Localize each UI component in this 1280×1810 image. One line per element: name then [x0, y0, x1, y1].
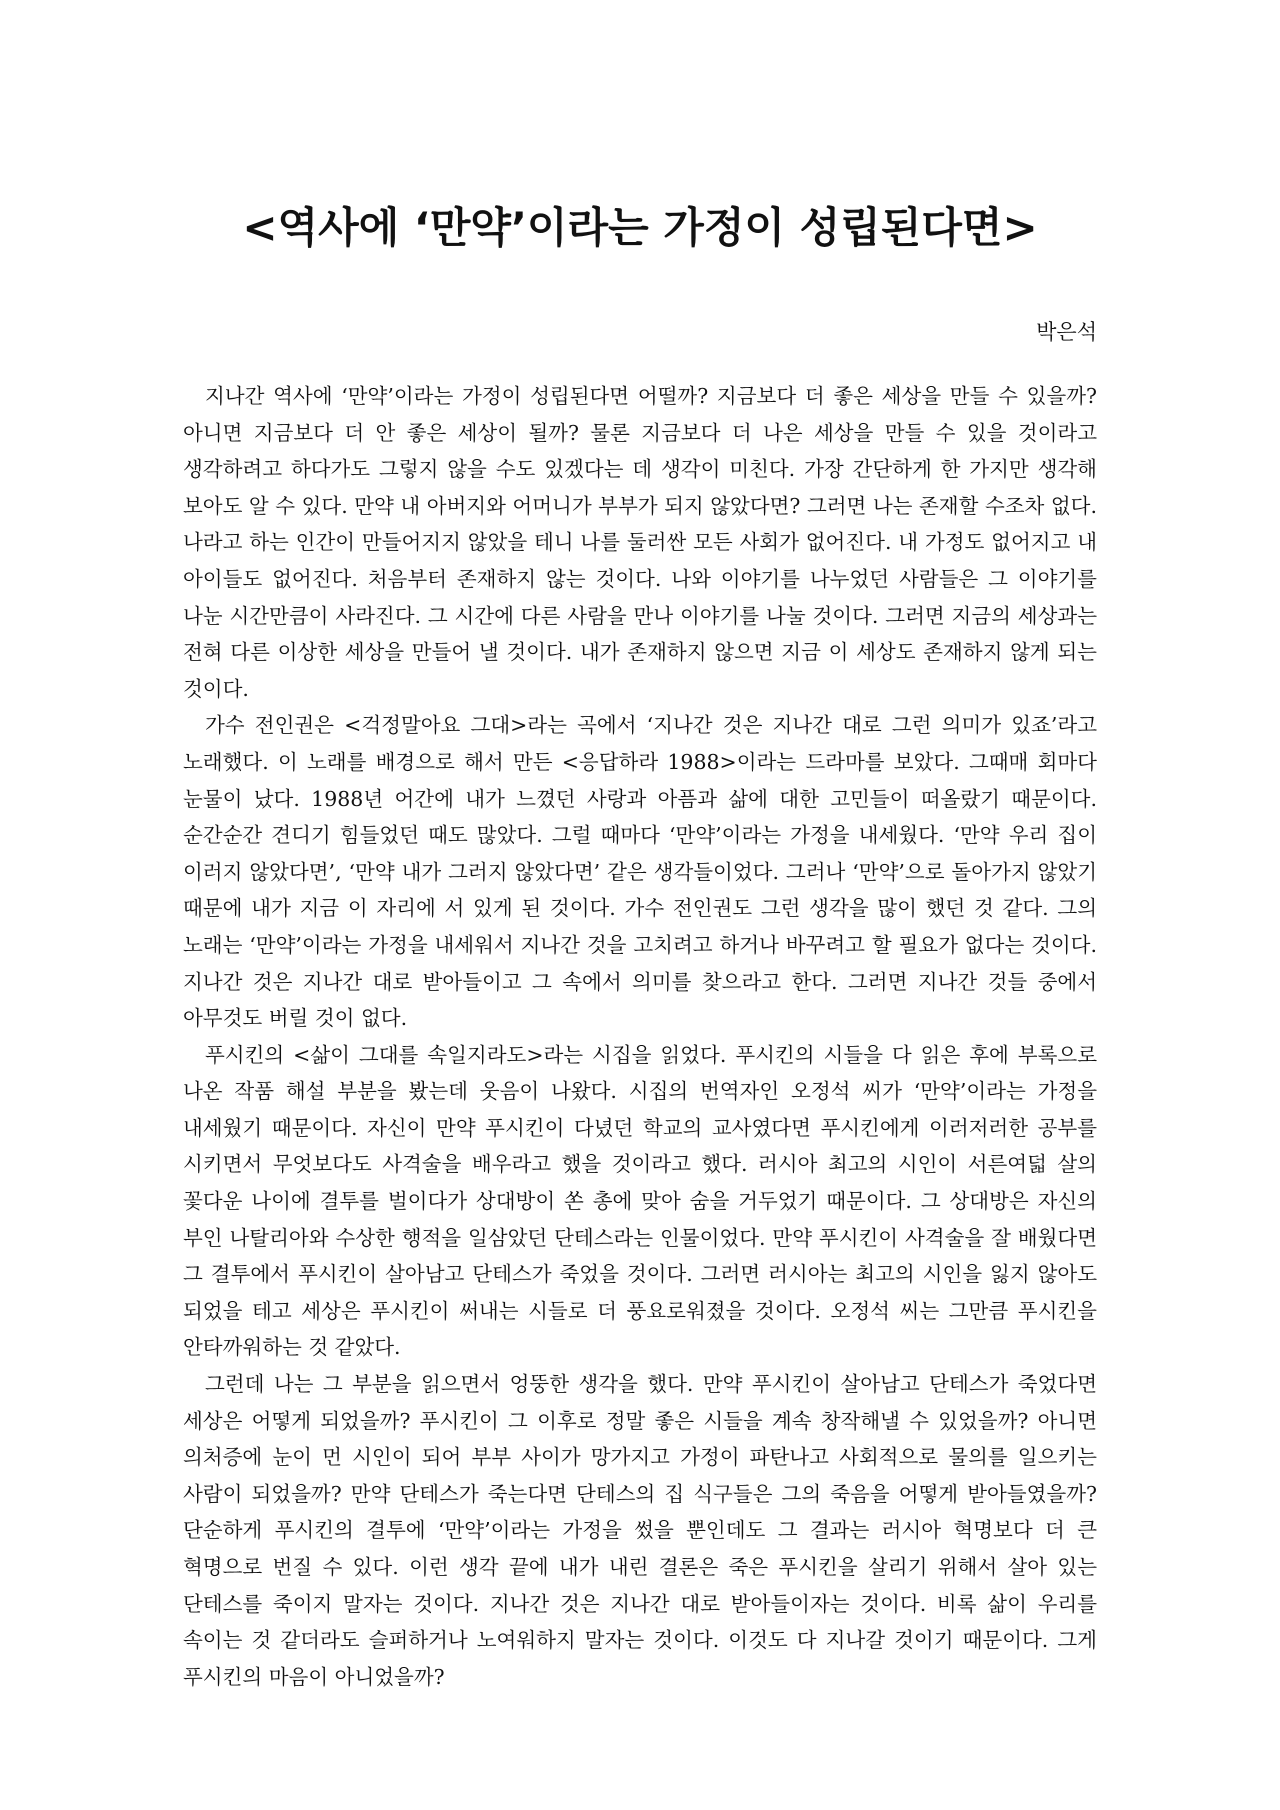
body-text — [183, 378, 1097, 1695]
paragraph: 푸시킨의 <삶이 그대를 속일지라도>라는 시집을 읽었다. 푸시킨의 시들을 다 읽은 후에 부록으로 나온 작품 해설 부분을 봤는데 웃음이 나왔다. 시집의 번역자인 오정석 씨가 ‘만약’이라는 가정을 내세웠기 때문이다. 자신이 만약 푸시킨이 다녔던 학교의 교사였다면 푸시킨에게 이러저러한 공부를 시키면서 무엇보다도 사격술을 배우라고 했을 것이라고 했다. 러시아 최고의 시인이 서른여덟 살의 꽃다운 나이에 결투를 벌이다가 상대방이 쏜 총에 맞아 숨을 거두었기 때문이다. 그 상대방은 자신의 부인 나탈리아와 수상한 행적을 일삼았던 단테스라는 인물이었다. 만약 푸시킨이 사격술을 잘 배웠다면 그 결투에서 푸시킨이 살아남고 단테스가 죽었을 것이다. 그러면 러시아는 최고의 시인을 잃지 않아도 되었을 테고 세상은 푸시킨이 써내는 시들로 더 풍요로워졌을 것이다. 오정석 씨는 그만큼 푸시킨을 안타까워하는 것 같았다. — [183, 1042, 1097, 1360]
paragraph: 그런데 나는 그 부분을 읽으면서 엉뚱한 생각을 했다. 만약 푸시킨이 살아남고 단테스가 죽었다면 세상은 어떻게 되었을까? 푸시킨이 그 이후로 정말 좋은 시들을 계속 창작해낼 수 있었을까? 아니면 의처증에 눈이 먼 시인이 되어 부부 사이가 망가지고 가정이 파탄나고 사회적으로 물의를 일으키는 사람이 되었을까? 만약 단테스가 죽는다면 단테스의 집 식구들은 그의 죽음을 어떻게 받아들였을까? 단순하게 푸시킨의 결투에 ‘만약’이라는 가정을 썼을 뿐인데도 그 결과는 러시아 혁명보다 더 큰 혁명으로 번질 수 있다. 이런 생각 끝에 내가 내린 결론은 죽은 푸시킨을 살리기 위해서 살아 있는 단테스를 죽이지 말자는 것이다. 지나간 것은 지나간 대로 받아들이자는 것이다. 비록 삶이 우리를 속이는 것 같더라도 슬퍼하거나 노여워하지 말자는 것이다. 이것도 다 지나갈 것이기 때문이다. 그게 푸시킨의 마음이 아니었을까? — [183, 1372, 1097, 1689]
document-title: <역사에 ‘만약’이라는 가정이 성립된다면> — [242, 203, 1038, 252]
paragraph: 가수 전인권은 <걱정말아요 그대>라는 곡에서 ‘지나간 것은 지나간 대로 그런 의미가 있죠’라고 노래했다. 이 노래를 배경으로 해서 만든 <응답하라 1988>이라는 드라마를 보았다. 그때매 회마다 눈물이 났다. 1988년 어간에 내가 느꼈던 사랑과 아픔과 삶에 대한 고민들이 떠올랐기 때문이다. 순간순간 견디기 힘들었던 때도 많았다. 그럴 때마다 ‘만약’이라는 가정을 내세웠다. ‘만약 우리 집이 이러지 않았다면’, ‘만약 내가 그러지 않았다면’ 같은 생각들이었다. 그러나 ‘만약’으로 돌아가지 않았기 때문에 내가 지금 이 자리에 서 있게 된 것이다. 가수 전인권도 그런 생각을 많이 했던 것 같다. 그의 노래는 ‘만약’이라는 가정을 내세워서 지나간 것을 고치려고 하거나 바꾸려고 할 필요가 없다는 것이다. 지나간 것은 지나간 대로 받아들이고 그 속에서 의미를 찾으라고 한다. 그러면 지나간 것들 중에서 아무것도 버릴 것이 없다. — [183, 713, 1097, 1031]
paragraph: 지나간 역사에 ‘만약’이라는 가정이 성립된다면 어떨까? 지금보다 더 좋은 세상을 만들 수 있을까? 아니면 지금보다 더 안 좋은 세상이 될까? 물론 지금보다 더 나은 세상을 만들 수 있을 것이라고 생각하려고 하다가도 그렇지 않을 수도 있겠다는 데 생각이 미친다. 가장 간단하게 한 가지만 생각해 보아도 알 수 있다. 만약 내 아버지와 어머니가 부부가 되지 않았다면? 그러면 나는 존재할 수조차 없다. 나라고 하는 인간이 만들어지지 않았을 테니 나를 둘러싼 모든 사회가 없어진다. 내 가정도 없어지고 내 아이들도 없어진다. 처음부터 존재하지 않는 것이다. 나와 이야기를 나누었던 사람들은 그 이야기를 나눈 시간만큼이 사라진다. 그 시간에 다른 사람을 만나 이야기를 나눌 것이다. 그러면 지금의 세상과는 전혀 다른 이상한 세상을 만들어 낼 것이다. 내가 존재하지 않으면 지금 이 세상도 존재하지 않게 되는 것이다. — [183, 384, 1097, 701]
author-name: 박은석 — [1036, 320, 1097, 344]
